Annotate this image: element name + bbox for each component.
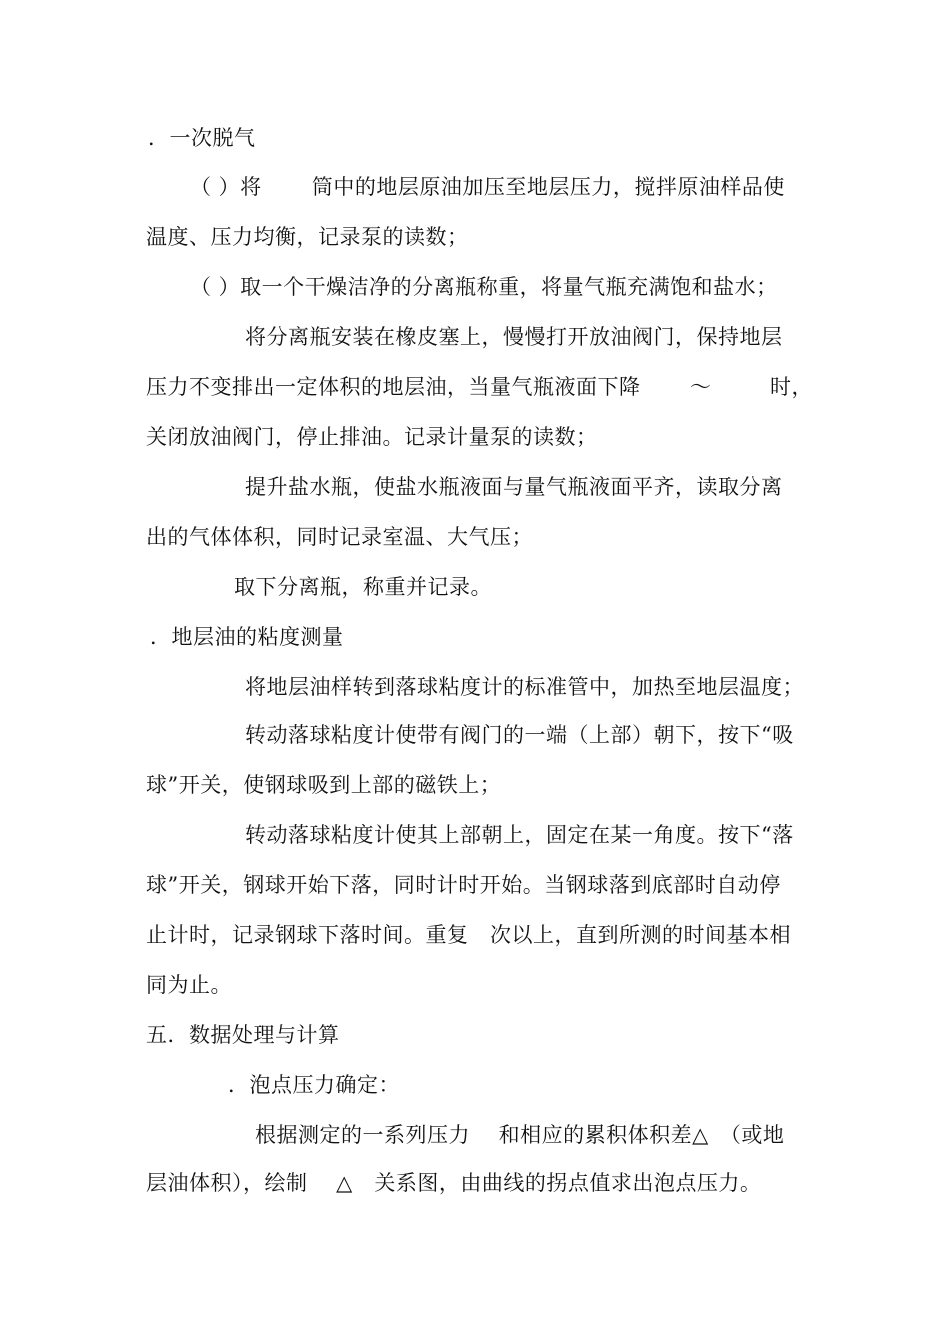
paragraph-line: 将分离瓶安装在橡皮塞上，慢慢打开放油阀门，保持地层 — [245, 325, 783, 349]
paragraph-line: 转动落球粘度计使其上部朝上，固定在某一角度。按下“落 — [245, 823, 794, 847]
paragraph-line: 层油体积），绘制 △ 关系图，由曲线的拐点值求出泡点压力。 — [146, 1171, 762, 1195]
paragraph-line: 同为止。 — [146, 973, 232, 997]
text-span: （ ）将 筒中的地层原油加压至地层压力，搅拌原油样品使 — [190, 175, 785, 199]
subsection-heading: ．泡点压力确定： — [228, 1073, 400, 1097]
paragraph-line: 时， — [770, 375, 813, 399]
paragraph-line: 温度、压力均衡，记录泵的读数； — [146, 225, 469, 249]
section-heading: ．一次脱气 — [148, 126, 256, 150]
paragraph-line — [190, 173, 808, 201]
section-heading: 五．数据处理与计算 — [146, 1023, 340, 1047]
paragraph-line: 取下分离瓶，称重并记录。 — [234, 575, 492, 599]
paragraph-line: 止计时，记录钢球下落时间。重复 次以上，直到所测的时间基本相 — [146, 923, 791, 947]
paragraph-line: 出的气体体积，同时记录室温、大气压； — [146, 525, 533, 549]
paragraph-line: 球”开关，钢球开始下落，同时计时开始。当钢球落到底部时自动停 — [146, 873, 781, 897]
paragraph-line: 关闭放油阀门，停止排油。记录计量泵的读数； — [146, 425, 598, 449]
paragraph-line: 将地层油样转到落球粘度计的标准管中，加热至地层温度； — [245, 675, 804, 699]
paragraph-line: 压力不变排出一定体积的地层油，当量气瓶液面下降 — [146, 375, 641, 399]
paragraph-line: 转动落球粘度计使带有阀门的一端（上部）朝下，按下“吸 — [245, 723, 794, 747]
tilde-symbol: ～ — [690, 375, 712, 399]
paragraph-line: 提升盐水瓶，使盐水瓶液面与量气瓶液面平齐，读取分离 — [245, 475, 783, 499]
paragraph-line: （ ）取一个干燥洁净的分离瓶称重，将量气瓶充满饱和盐水； — [190, 275, 778, 299]
paragraph-line: 球”开关，使钢球吸到上部的磁铁上； — [146, 773, 502, 797]
section-heading: ．地层油的粘度测量 — [150, 625, 344, 649]
paragraph-line: 根据测定的一系列压力 和相应的累积体积差△ （或地 — [255, 1123, 785, 1147]
